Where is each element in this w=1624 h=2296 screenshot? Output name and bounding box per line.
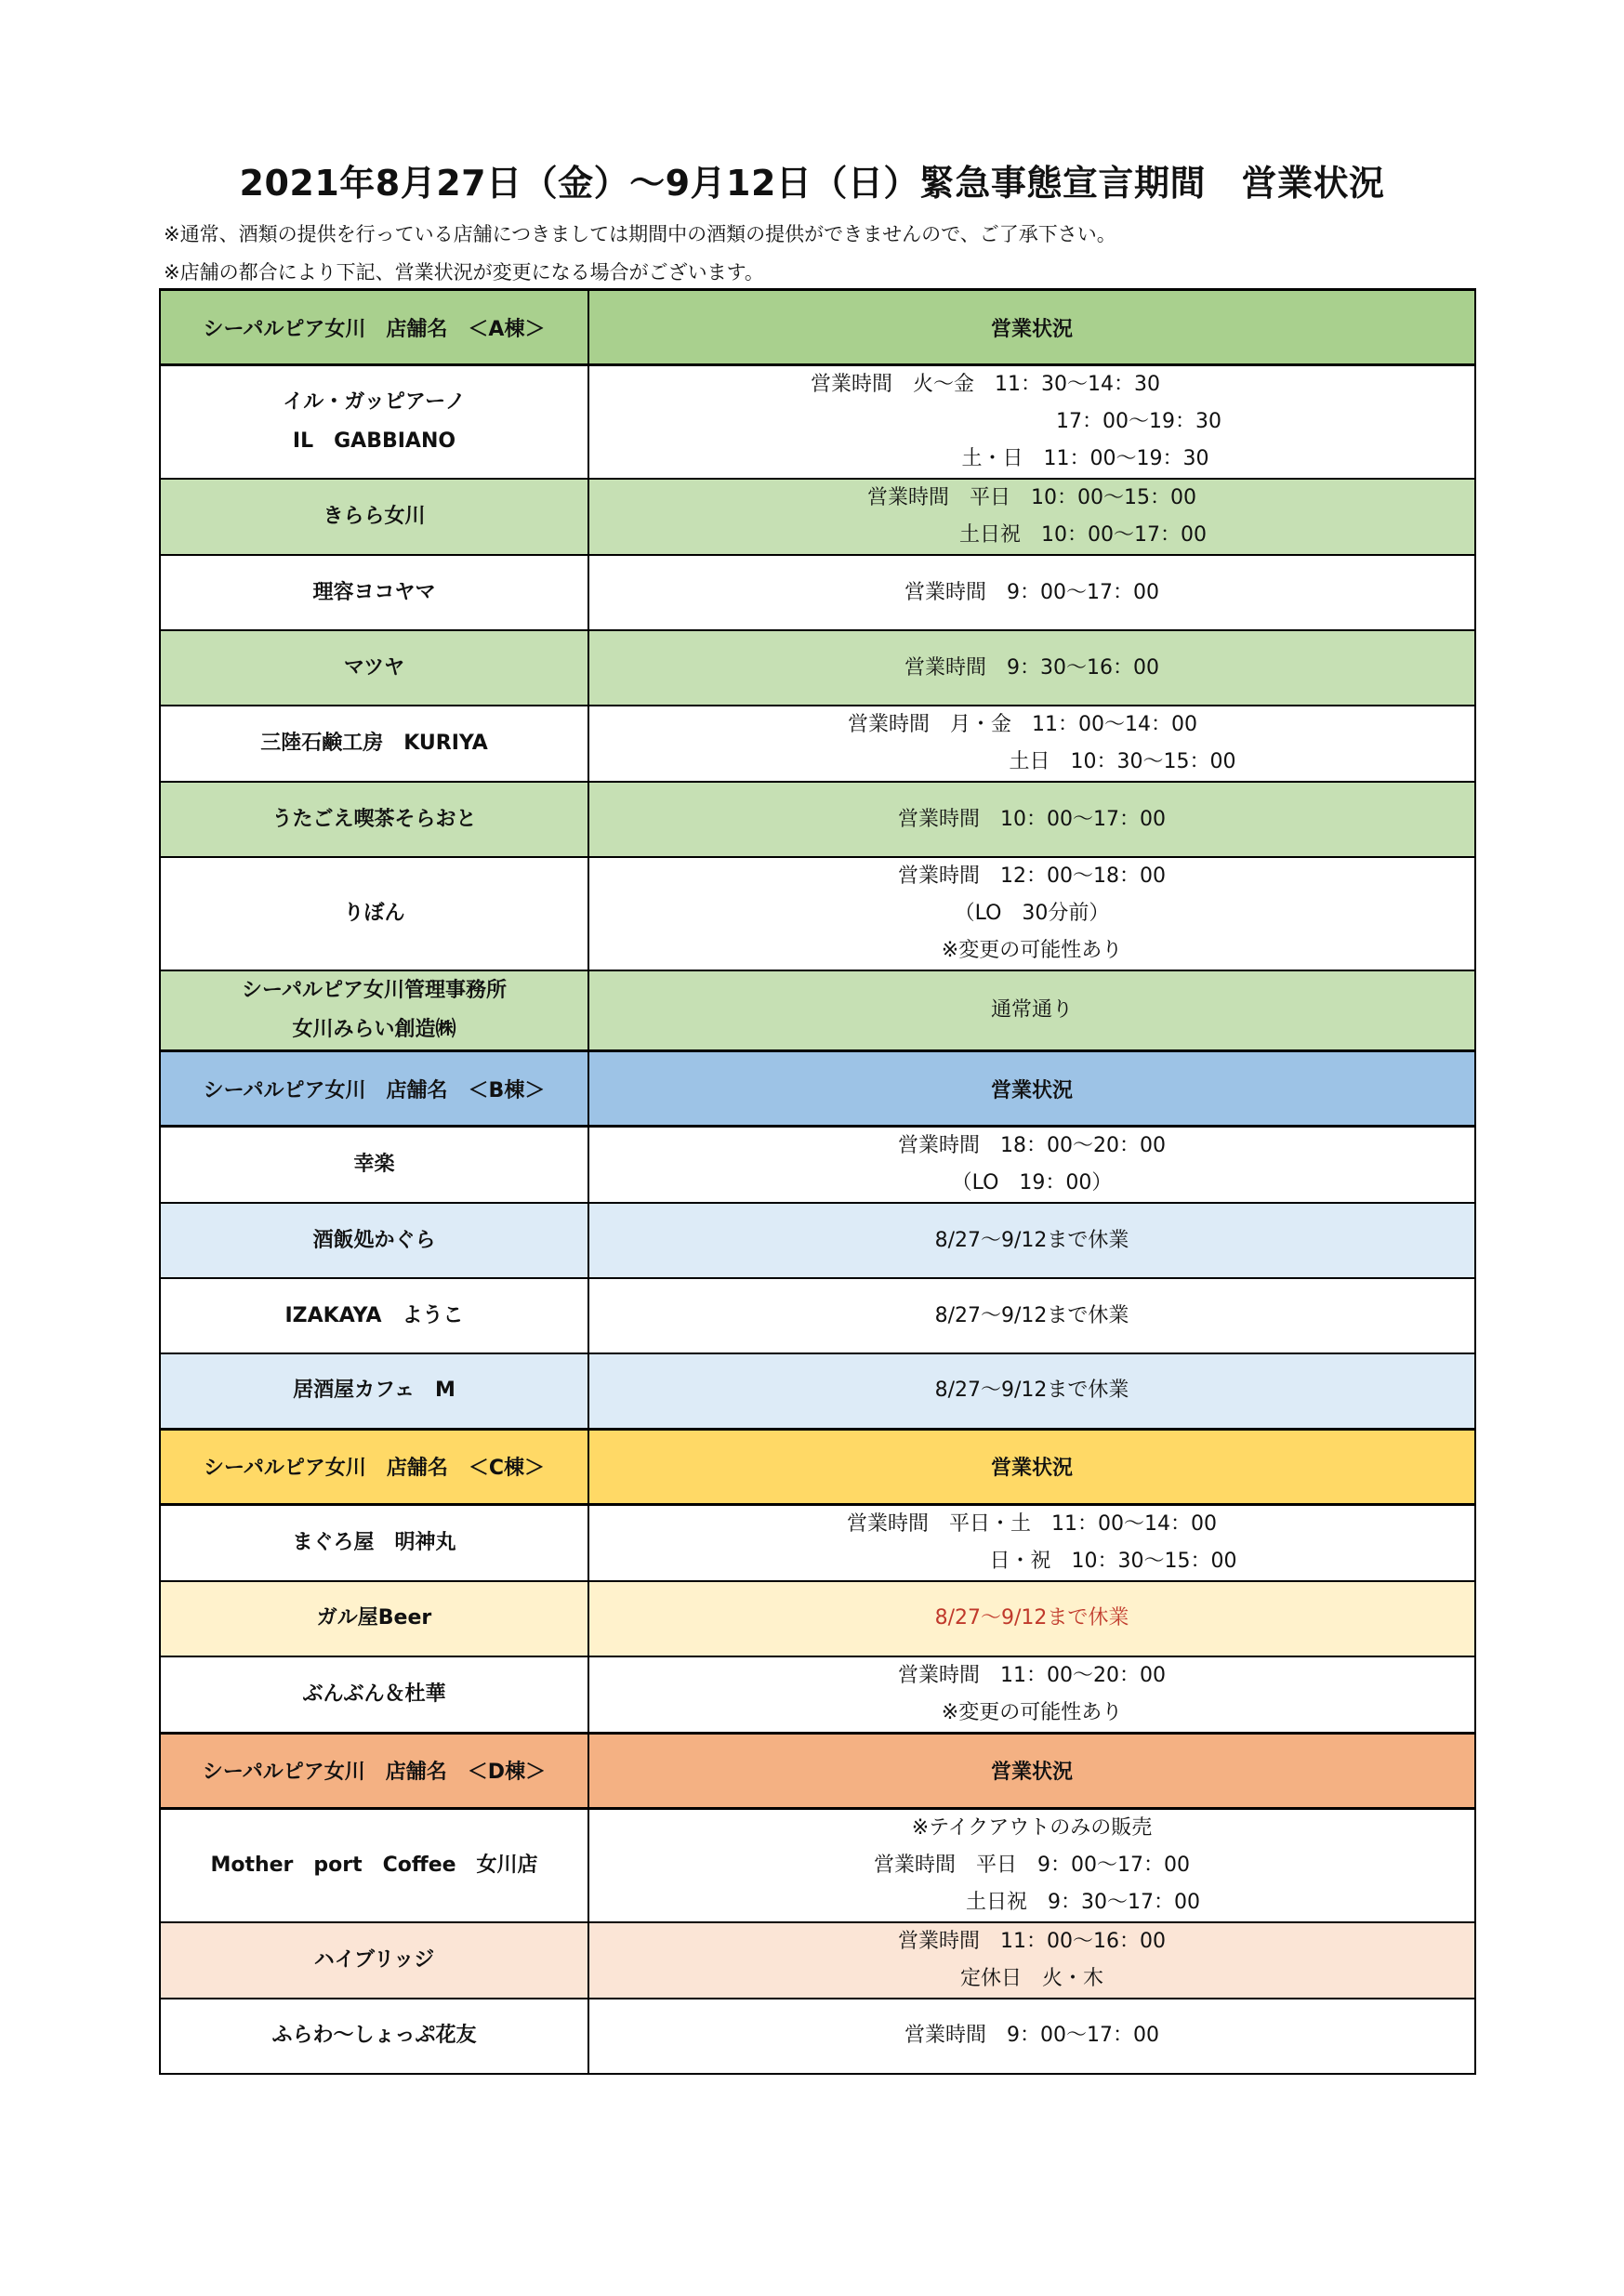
store-name: 酒飯処かぐら (160, 1203, 588, 1278)
store-name: ぶんぶん＆杜華 (160, 1656, 588, 1734)
page-title: 2021年8月27日（金）～9月12日（日）緊急事態宣言期間 営業状況 (239, 163, 1385, 204)
table-row (160, 1999, 1475, 2074)
section-header-c (160, 1429, 1475, 1504)
store-status: 営業時間 11：00～20：00 ※変更の可能性あり (588, 1656, 1475, 1734)
store-name: きらら女川 (160, 479, 588, 555)
table-row (160, 479, 1475, 555)
section-header-d (160, 1733, 1475, 1808)
table-row (160, 1581, 1475, 1656)
table-row (160, 1127, 1475, 1204)
table-row (160, 365, 1475, 480)
table-row (160, 1808, 1475, 1922)
header-status: 営業状況 (588, 1733, 1475, 1808)
store-name: 居酒屋カフェ M (160, 1353, 588, 1429)
table-row (160, 857, 1475, 970)
store-status: 営業時間 火～金 11：30～14：30 17：00～19：30 土・日 11：00～19：30 (588, 365, 1475, 480)
store-status: 8/27～9/12まで休業 (588, 1353, 1475, 1429)
table-row (160, 1353, 1475, 1429)
table-row (160, 1278, 1475, 1353)
table-row (160, 1504, 1475, 1581)
note-change: ※店舗の都合により下記、営業状況が変更になる場合がございます。 (164, 261, 764, 284)
store-name: ガル屋Beer (160, 1581, 588, 1656)
store-name: ふらわ～しょっぷ花友 (160, 1999, 588, 2074)
store-status: 営業時間 11：00～16：00 定休日 火・木 (588, 1922, 1475, 1999)
store-name: ハイブリッジ (160, 1922, 588, 1999)
header-store-name: シーパルピア女川 店舗名 ＜C棟＞ (160, 1429, 588, 1504)
table-row (160, 1203, 1475, 1278)
store-status: 営業時間 12：00～18：00 （LO 30分前） ※変更の可能性あり (588, 857, 1475, 970)
header-status: 営業状況 (588, 1051, 1475, 1127)
table-row (160, 1922, 1475, 1999)
table-row (160, 706, 1475, 782)
store-status: 営業時間 9：30～16：00 (588, 630, 1475, 706)
store-name: シーパルピア女川管理事務所 女川みらい創造㈱ (160, 970, 588, 1051)
store-status: 営業時間 平日・土 11：00～14：00 日・祝 10：30～15：00 (588, 1504, 1475, 1581)
section-header-b (160, 1051, 1475, 1127)
store-status: 営業時間 18：00～20：00 （LO 19：00） (588, 1127, 1475, 1204)
header-store-name: シーパルピア女川 店舗名 ＜D棟＞ (160, 1733, 588, 1808)
header-store-name: シーパルピア女川 店舗名 ＜B棟＞ (160, 1051, 588, 1127)
table-row (160, 555, 1475, 630)
store-name: IZAKAYA ようこ (160, 1278, 588, 1353)
table-row (160, 782, 1475, 857)
store-name: 三陸石鹸工房 KURIYA (160, 706, 588, 782)
store-name: うたごえ喫茶そらおと (160, 782, 588, 857)
store-name: Mother port Coffee 女川店 (160, 1808, 588, 1922)
store-status: 営業時間 月・金 11：00～14：00 土日 10：30～15：00 (588, 706, 1475, 782)
store-name: 幸楽 (160, 1127, 588, 1204)
store-status: 営業時間 9：00～17：00 (588, 555, 1475, 630)
header-store-name: シーパルピア女川 店舗名 ＜A棟＞ (160, 290, 588, 365)
store-status: 通常通り (588, 970, 1475, 1051)
table-row (160, 630, 1475, 706)
section-header-a (160, 290, 1475, 365)
note-alcohol: ※通常、酒類の提供を行っている店舗につきましては期間中の酒類の提供ができませんので、ご了承下さい。 (164, 223, 1116, 245)
store-name: りぼん (160, 857, 588, 970)
header-status: 営業状況 (588, 290, 1475, 365)
store-status: 営業時間 9：00～17：00 (588, 1999, 1475, 2074)
store-name: まぐろ屋 明神丸 (160, 1504, 588, 1581)
store-status-table (159, 288, 1476, 2075)
store-status: 営業時間 10：00～17：00 (588, 782, 1475, 857)
store-name: マツヤ (160, 630, 588, 706)
store-name: 理容ヨコヤマ (160, 555, 588, 630)
store-status: ※テイクアウトのみの販売 営業時間 平日 9：00～17：00 土日祝 9：30～17：00 (588, 1808, 1475, 1922)
table-row (160, 1656, 1475, 1734)
store-status: 8/27～9/12まで休業 (588, 1203, 1475, 1278)
store-status: 営業時間 平日 10：00～15：00 土日祝 10：00～17：00 (588, 479, 1475, 555)
header-status: 営業状況 (588, 1429, 1475, 1504)
table-row (160, 970, 1475, 1051)
store-status: 8/27～9/12まで休業 (588, 1278, 1475, 1353)
store-status-closed: 8/27～9/12まで休業 (588, 1581, 1475, 1656)
store-name: イル・ガッピアーノ IL GABBIANO (160, 365, 588, 480)
